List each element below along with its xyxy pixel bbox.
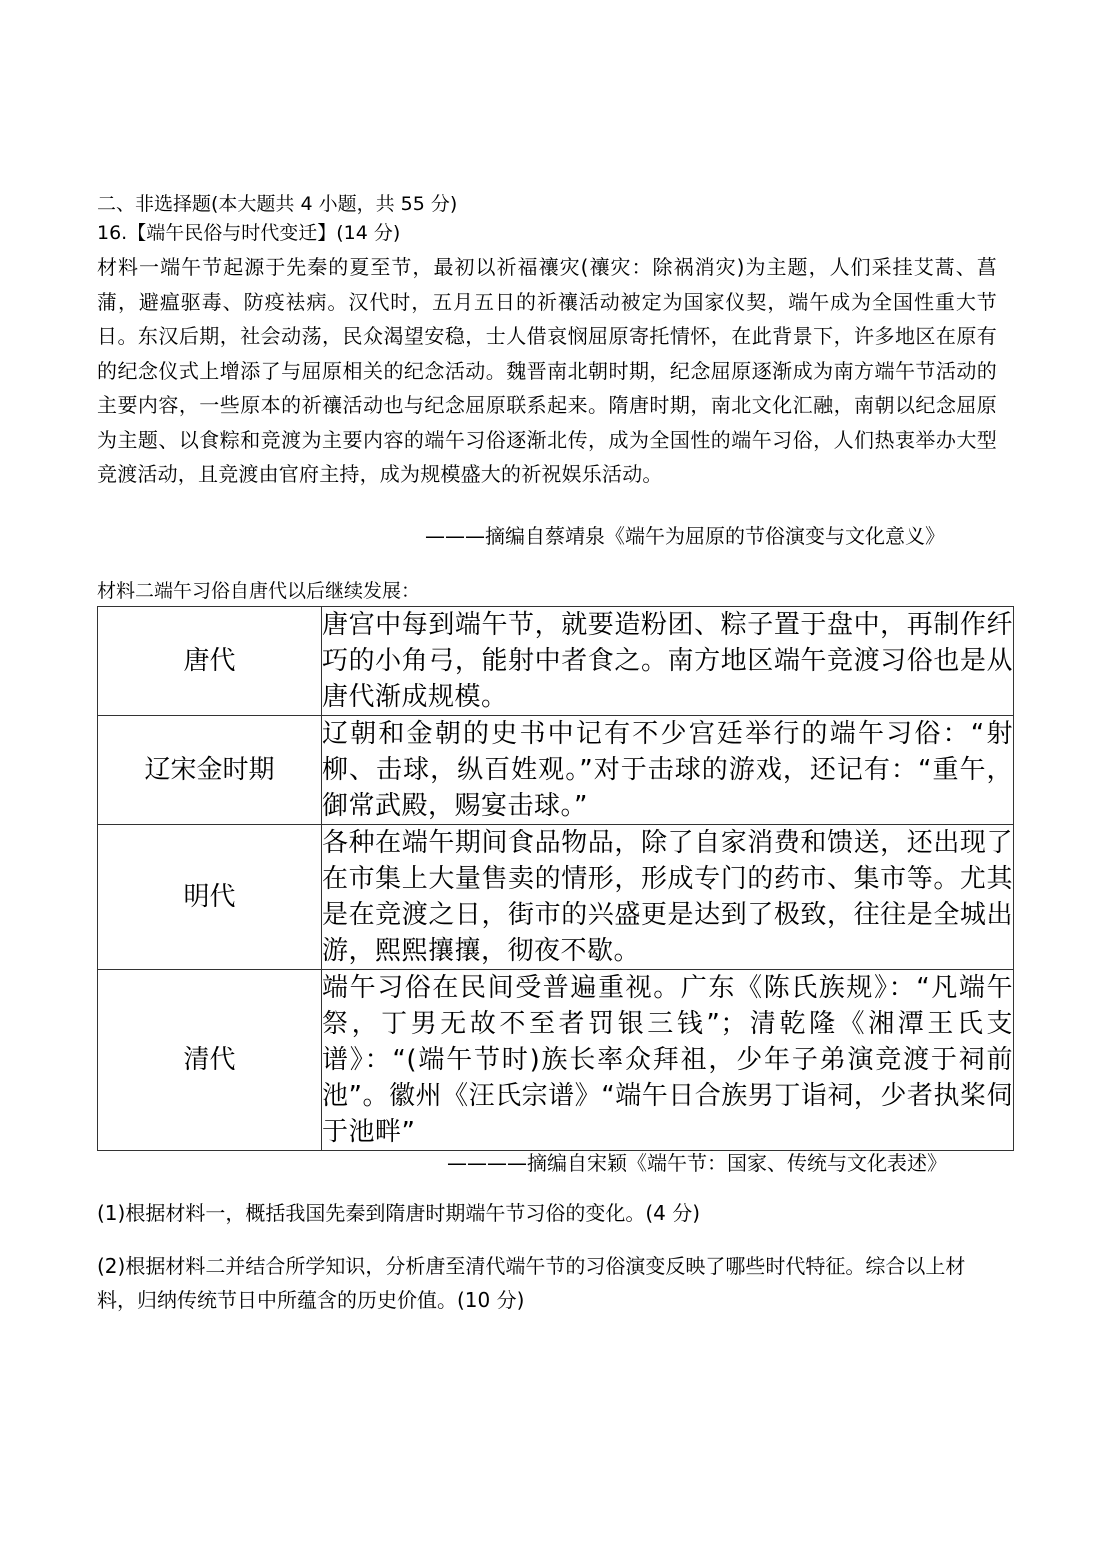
era-cell: 明代 <box>98 825 322 970</box>
era-cell: 唐代 <box>98 607 322 716</box>
section-heading: 二、非选择题(本大题共 4 小题，共 55 分) <box>97 193 458 215</box>
sub-question-2: (2)根据材料二并结合所学知识，分析唐至清代端午节的习俗演变反映了哪些时代特征。综合以上材料，归纳传统节日中所蕴含的历史价值。(10 分) <box>97 1254 966 1312</box>
material-one-source: ———摘编自蔡靖泉《端午为屈原的节俗演变与文化意义》 <box>425 524 945 548</box>
question-title: 16.【端午民俗与时代变迁】(14 分) <box>97 222 401 244</box>
material-two-source: ————摘编自宋颖《端午节：国家、传统与文化表述》 <box>447 1151 947 1175</box>
table-row <box>98 970 1014 1151</box>
table-row <box>98 716 1014 825</box>
description-cell: 各种在端午期间食品物品，除了自家消费和馈送，还出现了在市集上大量售卖的情形，形成专门的药市、集市等。尤其是在竞渡之日，街市的兴盛更是达到了极致，往往是全城出游，熙熙攘攘，彻夜不歇。 <box>322 825 1014 970</box>
material-one-text: 材料一端午节起源于先秦的夏至节，最初以祈福禳灾(禳灾：除祸消灾)为主题，人们采挂艾蒿、菖蒲，避瘟驱毒、防疫袪病。汉代时，五月五日的祈禳活动被定为国家仪契，端午成为全国性重大节日。东汉后期，社会动荡，民众渴望安稳，士人借哀悯屈原寄托情怀，在此背景下，许多地区在原有的纪念仪式上增添了与屈原相关的纪念活动。魏晋南北朝时期，纪念屈原逐渐成为南方端午节活动的主要内容，一些原本的祈禳活动也与纪念屈原联系起来。隋唐时期，南北文化汇融，南朝以纪念屈原为主题、以食粽和竞渡为主要内容的端午习俗逐渐北传，成为全国性的端午习俗，人们热衷举办大型竞渡活动，且竞渡由官府主持，成为规模盛大的祈祝娱乐活动。 <box>97 255 997 486</box>
sub-question-1: (1)根据材料一，概括我国先秦到隋唐时期端午节习俗的变化。(4 分) <box>97 1201 701 1225</box>
description-cell: 辽朝和金朝的史书中记有不少宫廷举行的端午习俗：“射柳、击球，纵百姓观。”对于击球的游戏，还记有：“重午，御常武殿，赐宴击球。” <box>322 716 1014 825</box>
dynasty-customs-table <box>97 606 1014 1151</box>
table-row <box>98 825 1014 970</box>
table-row <box>98 607 1014 716</box>
era-cell: 辽宋金时期 <box>98 716 322 825</box>
description-cell: 唐宫中每到端午节，就要造粉团、粽子置于盘中，再制作纤巧的小角弓，能射中者食之。南方地区端午竞渡习俗也是从唐代渐成规模。 <box>322 607 1014 716</box>
material-two-intro: 材料二端午习俗自唐代以后继续发展： <box>97 580 421 602</box>
description-cell: 端午习俗在民间受普遍重视。广东《陈氏族规》：“凡端午祭，丁男无故不至者罚银三钱”；清乾隆《湘潭王氏支谱》：“(端午节时)族长率众拜祖，少年子弟演竞渡于祠前池”。徽州《汪氏宗谱》“端午日合族男丁诣祠，少者执桨伺于池畔” <box>322 970 1014 1151</box>
era-cell: 清代 <box>98 970 322 1151</box>
